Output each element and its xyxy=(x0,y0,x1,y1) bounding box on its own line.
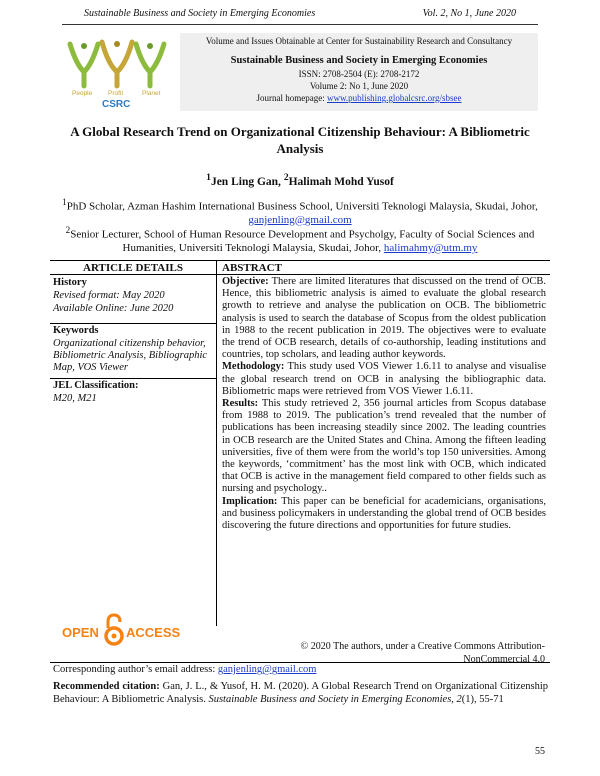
affiliation-1-text: PhD Scholar, Azman Hashim International Business School, Universiti Teknologi Malaysia, Skudai, Johor, xyxy=(66,200,538,213)
corresponding-author xyxy=(53,664,316,675)
abstract-methodology xyxy=(222,361,546,398)
recommended-citation xyxy=(53,680,548,706)
author1-name: Jen Ling Gan, xyxy=(210,175,284,188)
affiliation-2 xyxy=(60,224,540,255)
homepage-label: Journal homepage: xyxy=(256,93,327,103)
implication-label: Implication: xyxy=(222,495,278,507)
section-top-rule xyxy=(50,260,550,261)
jel-codes: M20, M21 xyxy=(53,393,97,404)
copyright-line-1: © 2020 The authors, under a Creative Commons Attribution- xyxy=(300,641,545,652)
abstract-results xyxy=(222,398,546,496)
paper-title: A Global Research Trend on Organizational Citizenship Behaviour: A Bibliometric Analysis xyxy=(70,124,530,156)
banner-issn: ISSN: 2708-2504 (E): 2708-2172 xyxy=(298,69,420,79)
logo-label-planet: Planet xyxy=(142,90,161,97)
citation-text: Gan, J. L., & Yusof, H. M. (2020). A Global Research Trend on Organizational Citizenship Behaviour: A Bibliometric Analysis. xyxy=(53,681,548,705)
history-label: History xyxy=(53,277,87,288)
author2-name: Halimah Mohd Yusof xyxy=(288,175,394,188)
affiliation-1-email-link[interactable]: ganjenling@gmail.com xyxy=(248,213,352,226)
citation-journal: Sustainable Business and Society in Emerging Economies xyxy=(208,694,452,705)
article-details-heading: ARTICLE DETAILS xyxy=(83,262,183,274)
logo-label-profit: Profit xyxy=(108,90,124,97)
logo-acronym: CSRC xyxy=(102,99,131,110)
abstract-objective xyxy=(222,276,546,361)
journal-banner xyxy=(180,33,538,111)
open-access-open: OPEN xyxy=(62,625,99,640)
banner-homepage xyxy=(180,93,538,104)
keywords-rule xyxy=(50,378,216,379)
affiliation-1-superscript: 1 xyxy=(62,197,67,207)
banner-obtainable: Volume and Issues Obtainable at Center for Sustainability Research and Consultancy xyxy=(205,36,513,46)
citation-issue-pages: (1), 55-71 xyxy=(461,694,504,705)
open-access-icon xyxy=(62,612,192,652)
author2-superscript: 2 xyxy=(283,172,289,183)
csrc-logo xyxy=(62,36,174,110)
header-rule xyxy=(62,24,538,25)
methodology-text: This study used VOS Viewer 1.6.11 to analyse and visualise the global research trend on OCB in analysing the bibliographic data. Bibliometric maps were retrieved from VOS Viewer 1.6.11. xyxy=(222,361,546,397)
footer-rule xyxy=(50,662,550,663)
csrc-logo-icon xyxy=(62,36,174,110)
running-header-journal: Sustainable Business and Society in Emerging Economies xyxy=(84,8,316,19)
column-divider xyxy=(216,260,217,626)
logo-label-people: People xyxy=(72,90,93,97)
author-line xyxy=(60,172,540,188)
corresponding-label: Corresponding author’s email address: xyxy=(53,664,218,675)
affiliation-1 xyxy=(60,196,540,227)
author1-superscript: 1 xyxy=(206,172,211,183)
citation-volume: 2 xyxy=(456,694,462,705)
available-online: Available Online: June 2020 xyxy=(53,303,174,314)
abstract-implication xyxy=(222,496,546,533)
homepage-link[interactable]: www.publishing.globalcsrc.org/sbsee xyxy=(327,93,462,103)
open-access-access: ACCESS xyxy=(126,625,181,640)
results-text: This study retrieved 2, 356 journal articles from Scopus database from 1988 to 2019. The publication’s trend revealed that the number of publications has been increasing steadily since 2002. The leading countries in OCB research are the United States and China. Among the fifteen leading universities, five of them were from the world’s top 150 universities. Among the keywords, ‘commitment’ has the most link with OCB, which indicated that OCB is active in the management field compared to other fields such as nursing and psychology.. xyxy=(222,398,546,495)
abstract-body xyxy=(222,276,546,532)
citation-volume-prefix: , xyxy=(451,694,457,705)
jel-label: JEL Classification: xyxy=(53,380,139,391)
banner-volume: Volume 2: No 1, June 2020 xyxy=(309,81,409,91)
open-access-logo xyxy=(62,612,192,652)
affiliation-2-superscript: 2 xyxy=(65,225,71,235)
running-header-volume: Vol. 2, No 1, June 2020 xyxy=(422,8,516,19)
page-number: 55 xyxy=(535,746,545,757)
revised-format: Revised format: May 2020 xyxy=(53,290,165,301)
results-label: Results: xyxy=(222,398,259,410)
section-mid-rule xyxy=(50,274,550,275)
affiliation-2-email-link[interactable]: halimahmy@utm.my xyxy=(383,241,478,254)
methodology-label: Methodology: xyxy=(222,361,285,373)
implication-text: This paper can be beneficial for academicians, organisations, and business policymakers in understanding the global trend of OCB besides discovering the future directions and opportunities for future studies. xyxy=(222,495,546,532)
citation-label: Recommended citation: xyxy=(53,681,160,692)
corresponding-email-link[interactable]: ganjenling@gmail.com xyxy=(217,664,317,675)
objective-label: Objective: xyxy=(222,276,269,287)
abstract-heading: ABSTRACT xyxy=(222,262,282,274)
keywords-label: Keywords xyxy=(53,325,99,336)
objective-text: There are limited literatures that discussed on the trend of OCB. Hence, this bibliometric analysis is aimed to evaluate the global research growth to retrieve and analyse the publication on OCB. The bibliometric analysis is used to search the database of Scopus from the oldest publication in 1988 to the recent publication in 2019. The objectives were to evaluate the trend of OCB research, details of co-authorship, leading institutions and countries, top scholars, and leading author keywords. xyxy=(222,276,546,361)
keywords-list: Organizational citizenship behavior, Bibliometric Analysis, Bibliographic Map, VOS Viewer xyxy=(53,338,208,373)
history-rule xyxy=(50,323,216,324)
copyright-line-2: NonCommercial 4.0 xyxy=(463,654,545,665)
banner-journal-name: Sustainable Business and Society in Emerging Economies xyxy=(230,55,488,66)
affiliation-2-text: Senior Lecturer, School of Human Resource Development and Psycholgy, Faculty of Social Sciences and Humanities, Universiti Teknologi Malaysia, Skudai, Johor, xyxy=(70,228,535,254)
